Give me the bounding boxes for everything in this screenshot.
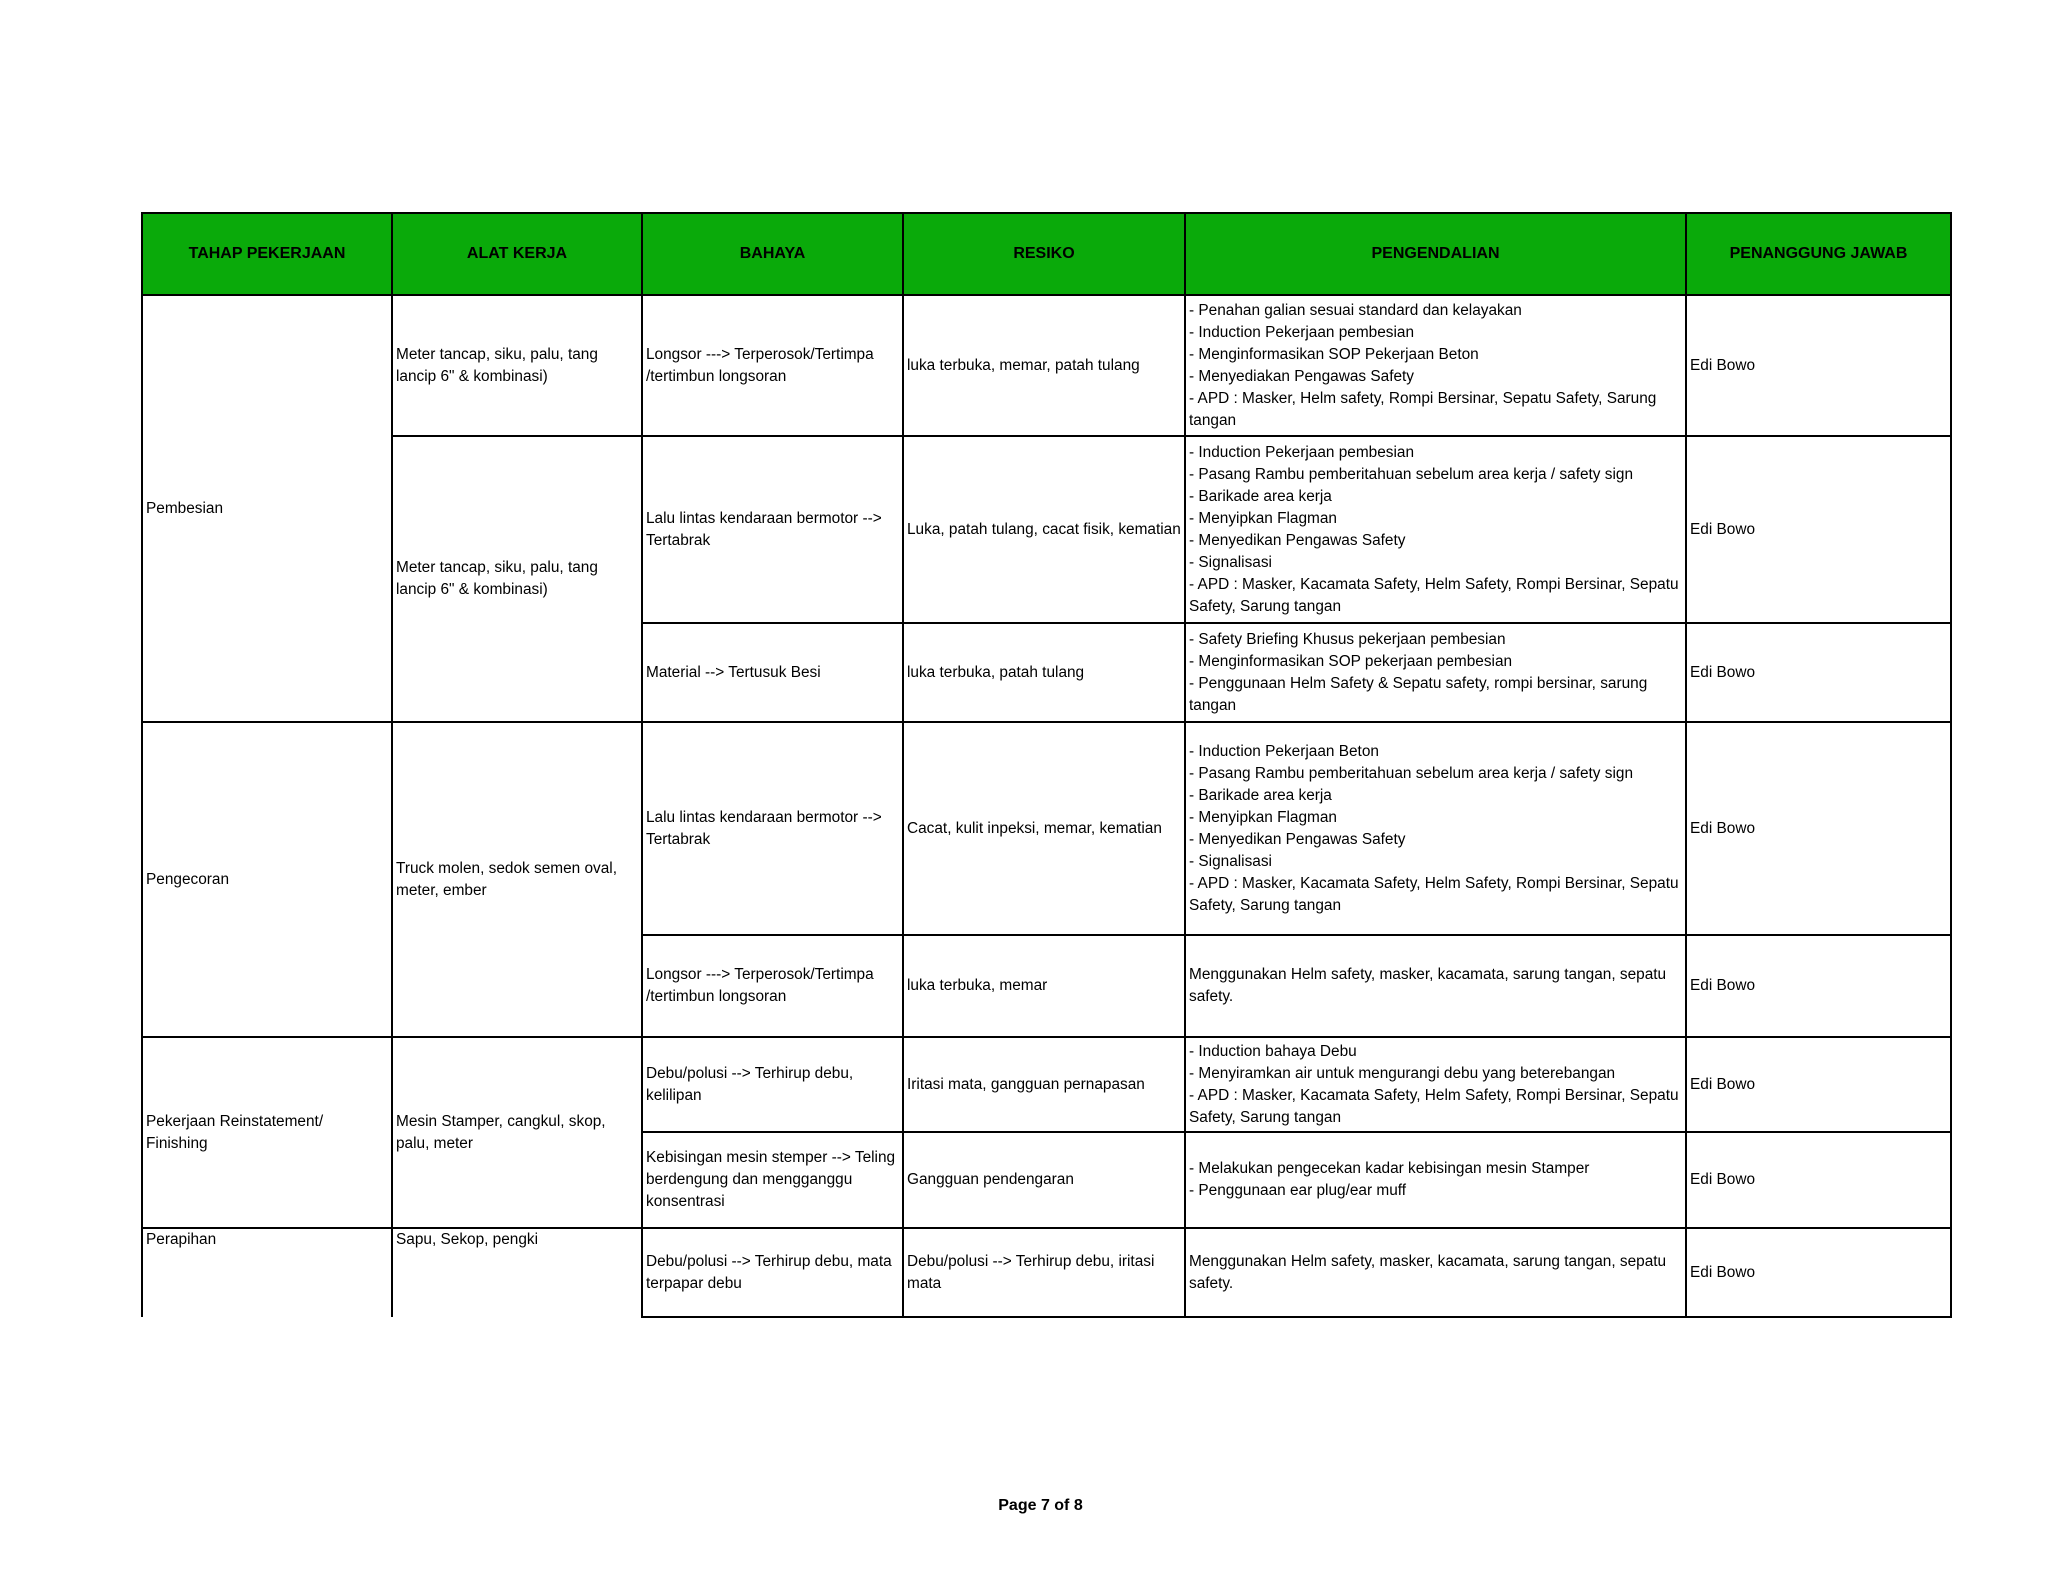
control-line: - Menyipkan Flagman [1189,509,1337,527]
control-line: - APD : Masker, Helm safety, Rompi Bersinar, Sepatu Safety, Sarung tangan [1189,389,1657,429]
control-line: - Menyipkan Flagman [1189,808,1337,826]
control-line: - APD : Masker, Kacamata Safety, Helm Safety, Rompi Bersinar, Sepatu Safety, Sarung tangan [1189,1086,1679,1126]
table-row [142,436,1951,623]
pengendalian-cell [1185,436,1686,623]
control-line: - Signalisasi [1189,852,1272,870]
control-line: - Penggunaan Helm Safety & Sepatu safety, rompi bersinar, sarung tangan [1189,674,1648,714]
control-line: - Menyiramkan air untuk mengurangi debu yang beterebangan [1189,1064,1616,1082]
pj-cell: Edi Bowo [1686,1132,1951,1228]
control-line: - Menyediakan Pengawas Safety [1189,367,1415,385]
resiko-cell: Iritasi mata, gangguan pernapasan [903,1037,1185,1132]
control-line: - Penggunaan ear plug/ear muff [1189,1182,1407,1199]
table-row [142,295,1951,436]
header-alat-kerja: ALAT KERJA [392,213,642,295]
pj-cell: Edi Bowo [1686,935,1951,1037]
tahap-cell: Pekerjaan Reinstatement/ Finishing [142,1037,392,1228]
control-line: - Signalisasi [1189,553,1272,571]
pengendalian-cell [1185,935,1686,1037]
alat-cell: Truck molen, sedok semen oval, meter, ember [392,722,642,1037]
bahaya-cell: Debu/polusi --> Terhirup debu, mata terpapar debu [642,1228,903,1317]
pj-cell: Edi Bowo [1686,436,1951,623]
pengendalian-cell [1185,1228,1686,1317]
resiko-cell: Luka, patah tulang, cacat fisik, kematian [903,436,1185,623]
alat-cell: Mesin Stamper, cangkul, skop, palu, meter [392,1037,642,1228]
control-line: - APD : Masker, Kacamata Safety, Helm Safety, Rompi Bersinar, Sepatu Safety, Sarung tangan [1189,874,1679,914]
bahaya-cell: Longsor ---> Terperosok/Tertimpa /tertimbun longsoran [642,935,903,1037]
pengendalian-cell [1185,295,1686,436]
control-line: - Induction bahaya Debu [1189,1042,1357,1060]
control-line: - Menyedikan Pengawas Safety [1189,830,1406,848]
control-line: - Melakukan pengecekan kadar kebisingan mesin Stamper [1189,1160,1590,1177]
header-resiko: RESIKO [903,213,1185,295]
pj-cell: Edi Bowo [1686,295,1951,436]
alat-cell: Meter tancap, siku, palu, tang lancip 6" & kombinasi) [392,436,642,722]
tahap-cell: Pembesian [142,295,392,722]
resiko-cell: luka terbuka, memar [903,935,1185,1037]
control-line: - Pasang Rambu pemberitahuan sebelum area kerja / safety sign [1189,465,1634,483]
pengendalian-cell [1185,722,1686,935]
bahaya-cell: Debu/polusi --> Terhirup debu, kelilipan [642,1037,903,1132]
alat-cell: Meter tancap, siku, palu, tang lancip 6" & kombinasi) [392,295,642,436]
tahap-cell: Perapihan [142,1228,392,1317]
page-number: Page 7 of 8 [998,1497,1083,1514]
resiko-cell: Cacat, kulit inpeksi, memar, kematian [903,722,1185,935]
header-bahaya: BAHAYA [642,213,903,295]
control-line: - APD : Masker, Kacamata Safety, Helm Safety, Rompi Bersinar, Sepatu Safety, Sarung tangan [1189,575,1679,615]
control-line: Menggunakan Helm safety, masker, kacamata, sarung tangan, sepatu safety. [1189,1252,1667,1292]
alat-cell: Sapu, Sekop, pengki [392,1228,642,1317]
header-penanggung-jawab: PENANGGUNG JAWAB [1686,213,1951,295]
control-line: - Menyedikan Pengawas Safety [1189,531,1406,549]
bahaya-cell: Longsor ---> Terperosok/Tertimpa /tertimbun longsoran [642,295,903,436]
control-line: - Induction Pekerjaan pembesian [1189,323,1415,341]
resiko-cell: luka terbuka, patah tulang [903,623,1185,722]
control-line: - Induction Pekerjaan Beton [1189,742,1379,760]
control-line: - Barikade area kerja [1189,487,1332,505]
bahaya-cell: Kebisingan mesin stemper --> Teling berdengung dan mengganggu konsentrasi [642,1132,903,1228]
resiko-cell: luka terbuka, memar, patah tulang [903,295,1185,436]
table-row [142,1228,1951,1317]
bahaya-cell: Material --> Tertusuk Besi [642,623,903,722]
hazard-table [141,212,1952,1318]
pj-cell: Edi Bowo [1686,1228,1951,1317]
control-line: Menggunakan Helm safety, masker, kacamata, sarung tangan, sepatu safety. [1189,966,1667,1005]
bahaya-cell: Lalu lintas kendaraan bermotor --> Tertabrak [642,722,903,935]
control-line: - Pasang Rambu pemberitahuan sebelum area kerja / safety sign [1189,764,1634,782]
pj-cell: Edi Bowo [1686,1037,1951,1132]
control-line: - Barikade area kerja [1189,786,1332,804]
table-row [142,1037,1951,1132]
pengendalian-cell [1185,1037,1686,1132]
control-line: - Induction Pekerjaan pembesian [1189,443,1415,461]
pengendalian-cell [1185,1132,1686,1228]
control-line: - Menginformasikan SOP pekerjaan pembesian [1189,652,1513,670]
resiko-cell: Debu/polusi --> Terhirup debu, iritasi mata [903,1228,1185,1317]
table-row [142,722,1951,935]
control-line: - Penahan galian sesuai standard dan kelayakan [1189,301,1522,319]
header-tahap-pekerjaan: TAHAP PEKERJAAN [142,213,392,295]
control-line: - Safety Briefing Khusus pekerjaan pembesian [1189,630,1506,648]
control-line: - Menginformasikan SOP Pekerjaan Beton [1189,345,1479,363]
pj-cell: Edi Bowo [1686,722,1951,935]
tahap-cell: Pengecoran [142,722,392,1037]
resiko-cell: Gangguan pendengaran [903,1132,1185,1228]
pengendalian-cell [1185,623,1686,722]
header-pengendalian: PENGENDALIAN [1185,213,1686,295]
pj-cell: Edi Bowo [1686,623,1951,722]
bahaya-cell: Lalu lintas kendaraan bermotor --> Tertabrak [642,436,903,623]
header-row [142,213,1951,295]
